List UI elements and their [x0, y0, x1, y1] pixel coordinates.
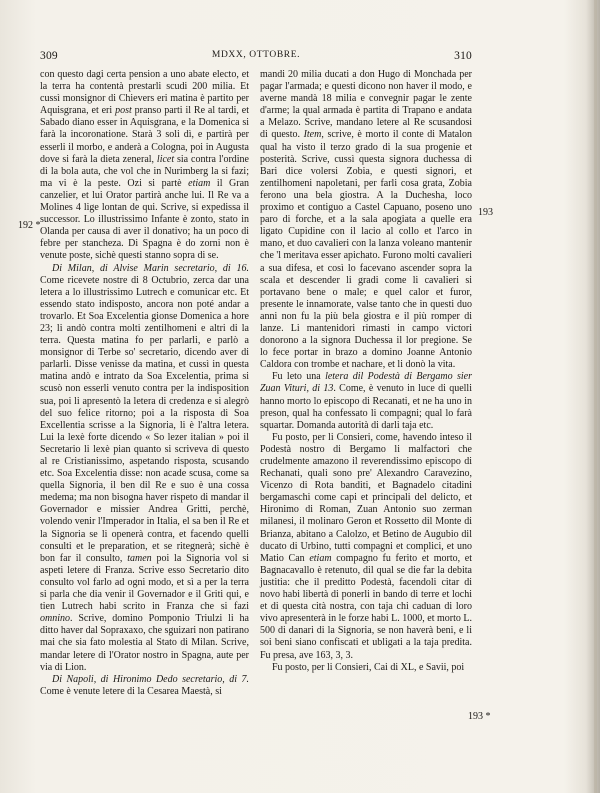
text-run: Fu posto, per li Consieri, come, havendo inteso il Podestà nostro di Bergamo li malfactori che crudelmente amazono il reverendissimo episcopo di Rechanati, quali sono pre' Alexandro Caravezino, Vicenzo di Rota banditi, et Bagnadelo citadini bergamaschi come capi et principali del delicto, et Hironimo di Roman, Zuan Antonio suo zerman milanesi, il molinaro Geron et Rossetto dil Monte di Brianza, abitano a Calolzo, et Betino de Augubio dil ducato di Urbino, tutti compagni et complici, et uno Matio Can [260, 431, 472, 564]
text-run: , scrive, è morto il conte di Matalon qual ha visto il terzo grado di la sua progenie et posterità. Scrive, cussì questa signora duchessa di Bari dice volersi Zobia, e questi signori, et zentilhomeni napoletani, per farli cosa grata, Zobia ferono una bela giostra. A la Duchesha, loco proximo et contiguo a Castel Capuano, poseno uno paro di forche, et a la sala apogiata a quelle era ligato Cupidine con il lacio al collo et l'arco in mano, et duo cavalieri con la lanza voleano mantenir che 'l meritava esser apichato. Furono molti cavalieri a sua difesa, et così lo facevano ascender sopra la scala et descender li gradi come li cavalieri si portavano bene o male; e quel calor et furor, presente le innamorate, valse tanto che in questi duo anni non fu la più bela giostra e il più romper di lanze. Li mantenidori rimasti in campo victori donorono a la signora Duchessa il lor pregione. Se lo fece portar in brazo a domino Joanne Antonio Caldora con trombe et nachare, et li donò la vita. [260, 129, 472, 371]
italic-run: post [115, 105, 132, 117]
paragraph [260, 371, 472, 431]
left-text-column [40, 69, 249, 698]
text-run: con questo dagi certa pension a uno abate electo, et la terra ha contentà prestarli scudi 200 milia. Et cussì monsignor di Chievers eri matina è partito per Aquisgrana, et eri [40, 69, 249, 117]
text-run: Fu leto una [272, 371, 326, 383]
page-binding-edge [594, 0, 597, 793]
italic-run: tamen [127, 552, 152, 564]
running-title: MDXX, OTTOBRE. [211, 50, 301, 60]
text-run: . Come, è venuto in luce di quelli hanno morto lo episcopo di Recanati, et ne ha uno in preson, qual ha confessato li compagni; qual lo farà squartar. Domanda autorità di darli taja etc. [260, 383, 472, 431]
right-text-column [260, 69, 472, 674]
paragraph [260, 69, 472, 371]
italic-run: Di Milan, di Alvise Marin secretario, di 16. [52, 262, 249, 274]
text-run: Come è venute letere di la Cesarea Maestà, si [40, 685, 222, 697]
italic-run: Item [303, 129, 322, 141]
italic-run: Di Napoli, di Hironimo Dedo secretario, di 7. [52, 673, 249, 685]
paragraph [40, 674, 249, 698]
paragraph [40, 69, 249, 263]
italic-run: etiam [188, 177, 211, 189]
margin-note-right-2: 193 * [468, 711, 491, 722]
italic-run: licet [156, 153, 175, 165]
paragraph [40, 263, 249, 674]
page-number-left: 309 [40, 50, 58, 62]
text-run: poi la Signoria vol si aspeti letere di Franza. Scrive esso Secretario dito consulto vol farlo ad ogni modo, et sì a per la terra si parla che dia venir il Governador e il Griti qui, e tien Lutrech habi scrito in Franza che si fazi [40, 552, 249, 613]
italic-run: omnino [40, 613, 70, 625]
italic-run: etiam [309, 552, 332, 564]
text-run: Come ricevete nostre di 8 Octubrio, zerca dar una letera a lo illustrissimo Lutrech e comunicar etc. Et essendo stato indisposto, ancora non poté andar a trovarlo. Et Soa Excelentia gionse Domenica a hore 23; li andò contra molti zentilhomeni e altri di la terra. Questa matina fo per parlarli, e parlò a monsignor di Terbe so' secretario, dicendo aver di parlarli. Disse venisse da matina, et cussì in questa matina andò e intrato da Soa Excelentia, prima si scusò non esserli venuto contra per la indisposition sua, poi li apresentò la letera di credenza e si alegrò del suo felice ritorno; poi a la risposta di Soa Excellentia scrisse a la Signoria, li è l'altra letera. Lui la lexè forte dicendo « So lezer italian » poi il Secretario li lexè pian quanto si scriveva di questo al re Cristianissimo, aspetando risposta, scusando etc. Soa Excelentia disse: non acade scusa, come sa quella Signoria, il ben dil Re e suo è una cossa medema; ma non bisogna haver rispeto di mandar il Governador e missier Andrea Gritti, perchè, volendo venir l'Imperador in Italia, el sa ben il Re et la Signoria se li openerà contra, et facendo quelli consulti et le preparation, et se ritegnerà; sichè è bon far il consulto, [40, 274, 249, 564]
italic-run: letera dil Podestà di Bergamo sier Zuan Vituri, di 13 [260, 371, 472, 395]
page-number-right: 310 [454, 50, 472, 62]
text-run: pranso parti il Re al tardi, et Sabado diano esser in Aquisgrana, e la Domenica si farà la incoronatione. Starà 3 soli dì, e partirà per esserli il morbo, e anderà a Cologna, poi in Augusta dove si farà la dieta zeneral, [40, 105, 249, 165]
margin-note-left: 192 * [18, 220, 41, 231]
text-run: sia contra l'ordine di la bola auta, che vol che in Nurimberg la si fazi; ma vi è la peste. Ozi si partè [40, 153, 249, 189]
paragraph [260, 662, 472, 674]
margin-note-right-1: 193 [478, 207, 493, 218]
text-run: il Gran canzelier, et lui Orator partirà anche lui. Il Re va a Molines 4 lige lontan de qui. Scrive, si expedissa il successor. Lo illustrissimo Infante è zonto, stato in Olanda per causa di aver il donativo; ha un poco di febre per stancheza. Di Spagna è do zorni non è venute poste, sichè questi stanno sopra di se. [40, 177, 250, 262]
text-run: compagno fu ferito et morto, et Bagnacavallo è retenuto, dil qual se die far la debita justitia: che il preditto Podestà, facendoli citar di novo habi libertà di ponerli in bando di terre et lochi et di questa cità nostra, con taja chi caduan di loro vivo apresenterà in le forze habi L. 1000, et morto L. 500 di danari di la Signoria, se non haverà beni, e li soi beni siano confiscati et ubligati a la taja predita. Fu presa, ave 163, 3, 3. [260, 552, 472, 661]
text-run: . Scrive, domino Pomponio Triulzi li ha ditto haver dal Sopraxaxo, che sguizari non patirano mai che sia fato molestia al Stato di Milan. Scrive, mandar letere di l'Orator nostro in Spagna, aute per via di Lion. [40, 613, 249, 673]
page-edge-shadow [586, 0, 600, 793]
text-run: mandi 20 milia ducati a don Hugo di Monchada per pagar l'armada; e questi dicono non haver il modo, e averne mandà 18 milia e convegnir pagar le zente d'arme; la qual armada è partita di Trapano e andata a Melazo. Scrive, mandano letere al Re scusandosi di questo. [260, 69, 472, 141]
text-run: Fu posto, per li Consieri, Cai di XL, e Savii, poi [272, 661, 465, 673]
running-header [40, 50, 472, 66]
paragraph [260, 432, 472, 662]
